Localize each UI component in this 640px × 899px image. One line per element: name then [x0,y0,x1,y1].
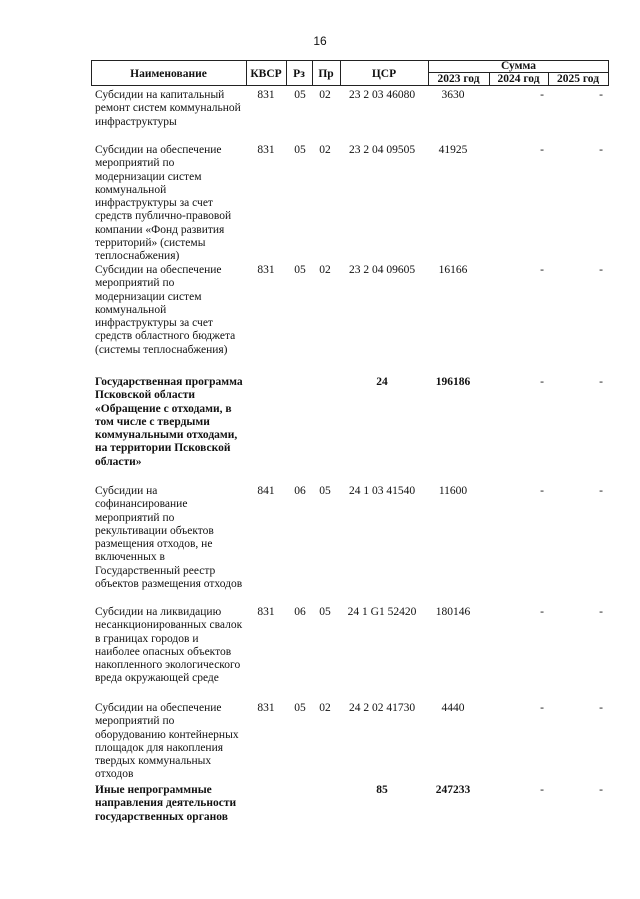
row-kvsr: 831 [257,89,275,101]
row-rz: 05 [294,89,306,101]
row-csr: 24 1 G1 52420 [347,606,417,618]
table-header [91,60,609,86]
row-kvsr: 831 [257,144,275,156]
row-pr: 05 [319,485,331,497]
header-pr: Пр [318,68,334,80]
row-csr: 23 2 03 46080 [348,89,416,101]
row-2025: - [599,606,603,618]
header-csr: ЦСР [371,68,397,80]
row-2024: - [540,485,544,497]
row-2025: - [599,144,603,156]
row-kvsr: 831 [257,606,275,618]
row-csr: 23 2 04 09605 [348,264,416,276]
row-rz: 05 [294,702,306,714]
row-pr: 02 [319,264,331,276]
row-rz: 06 [294,606,306,618]
row-2025: - [599,376,603,388]
row-2025: - [599,264,603,276]
row-2023: 180146 [435,606,471,618]
row-csr: 85 [376,784,388,796]
row-2023: 4440 [441,702,465,714]
row-name: Субсидии на обеспечение мероприятий по модернизации систем коммунальной инфраструктуры за счет средств публично-правовой компании «Фонд развития территорий» (системы теплоснабжения) [95,144,232,263]
row-pr: 02 [319,702,331,714]
header-sum: Сумма [501,60,536,72]
row-csr: 23 2 04 09505 [348,144,416,156]
row-2024: - [540,702,544,714]
row-2024: - [540,144,544,156]
row-csr: 24 1 03 41540 [348,485,416,497]
row-2023: 41925 [438,144,468,156]
row-pr: 02 [319,144,331,156]
row-kvsr: 831 [257,702,275,714]
row-2023: 3630 [441,89,465,101]
row-2025: - [599,89,603,101]
row-2023: 247233 [435,784,471,796]
header-2023: 2023 год [437,73,480,85]
row-2024: - [540,376,544,388]
header-2025: 2025 год [556,73,600,85]
page-number: 16 [313,34,327,48]
row-rz: 05 [294,264,306,276]
row-2023: 196186 [435,376,471,388]
row-2025: - [599,784,603,796]
row-2024: - [540,784,544,796]
row-name: Субсидии на капитальный ремонт систем коммунальной инфраструктуры [95,89,241,128]
header-bottom-border [91,85,609,86]
row-kvsr: 831 [257,264,275,276]
header-kvsr: КВСР [250,68,282,80]
header-2024: 2024 год [497,73,540,85]
row-name: Иные непрограммные направления деятельности государственных органов [95,784,237,823]
row-name: Субсидии на ликвидацию несанкционированных свалок в границах городов и наиболее опасных объектов накопленного экологического вреда окружающей среде [95,606,243,685]
row-name: Субсидии на обеспечение мероприятий по оборудованию контейнерных площадок для накопления твердых коммунальных отходов [95,702,239,781]
row-2024: - [540,606,544,618]
row-rz: 05 [294,144,306,156]
row-pr: 02 [319,89,331,101]
header-rz: Рз [293,68,305,80]
row-csr: 24 [376,376,388,388]
row-csr: 24 2 02 41730 [348,702,416,714]
row-2024: - [540,264,544,276]
header-name: Наименование [130,68,207,80]
row-name: Субсидии на обеспечение мероприятий по модернизации систем коммунальной инфраструктуры за счет средств областного бюджета (системы теплоснабжения) [95,264,236,356]
row-rz: 06 [294,485,306,497]
row-kvsr: 841 [257,485,275,497]
row-2024: - [540,89,544,101]
row-2023: 11600 [438,485,468,497]
row-2023: 16166 [438,264,468,276]
row-name: Субсидии на софинансирование мероприятий по рекультивации объектов размещения отходов, не включенных в Государственный реестр объектов размещения отходов [95,485,243,591]
row-name: Государственная программа Псковской области «Обращение с отходами, в том числе с твердыми коммунальными отходами, на территории Псковской области» [95,376,243,468]
row-2025: - [599,485,603,497]
row-pr: 05 [319,606,331,618]
row-2025: - [599,702,603,714]
